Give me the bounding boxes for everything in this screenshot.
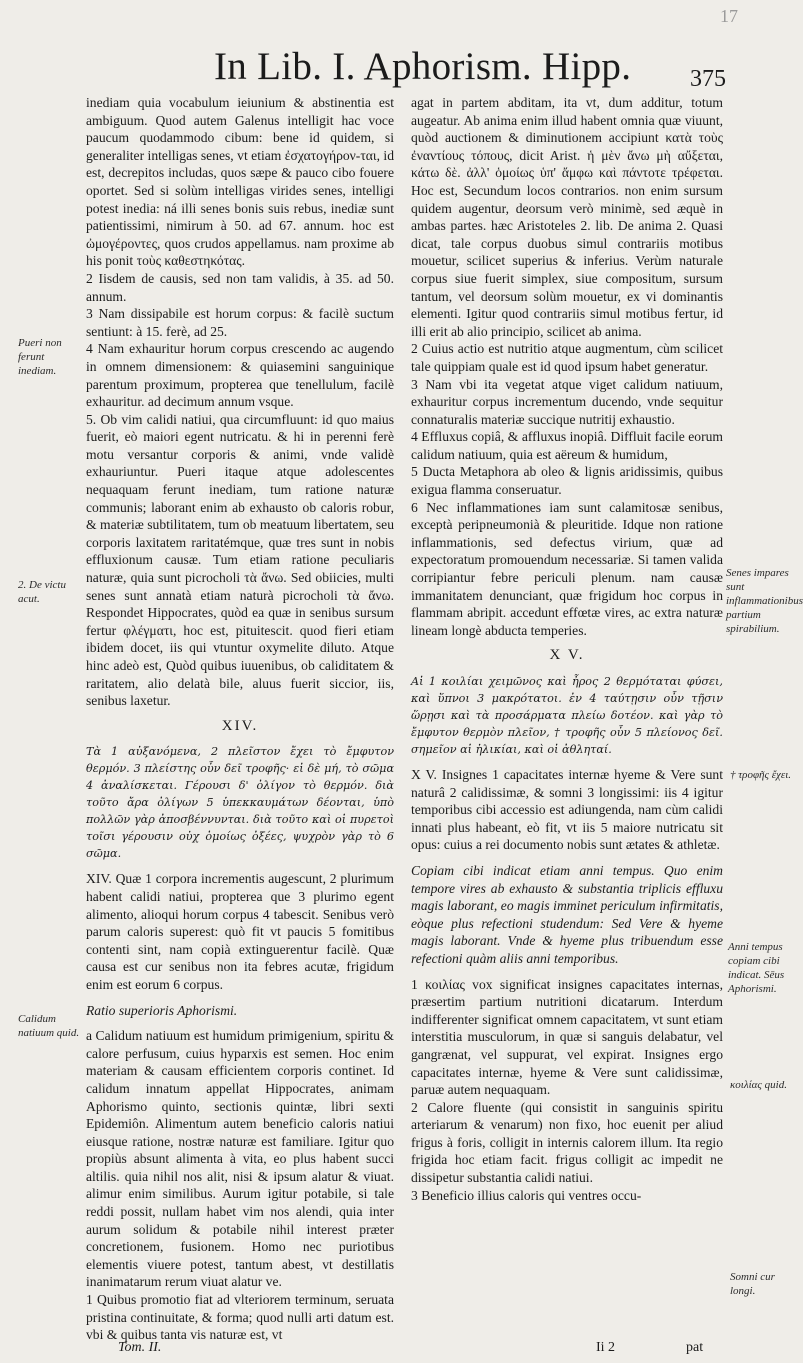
paragraph: 4 Nam exhauritur horum corpus crescendo ac augendo in omnem dimensionem: & quiasemini sanguinique parentum proximum, propterea que tenellulum, facilè exhauritur. ad decimum annum vsque. bbox=[86, 341, 394, 410]
paragraph: inediam quia vocabulum ieiunium & abstinentia est ambiguum. Quod autem Galenus intelligit hac voce paucum quodammodo cibum: bene id quidem, si generaliter intelligas senes, vt etiam ἐσχατογήρον-ται, id est, decrepitos includas, quos sæpe & pauco cibo fouere oportet. Sed si solùm intelligas virides senes, intelligi potest inedia: ná illi senes bonis suis rebus, inediæ sunt patientissimi, nimirum à 50. ad 67. annum. hoc est ὠμογέροντες, quos crudos appellamus. nam proxime ab his ponit τοὺς καθεστηκότας. bbox=[86, 95, 394, 269]
margin-note-greek: † τροφῆς ἔχει. bbox=[730, 769, 792, 781]
aphorism-xiv-latin: XIV. Quæ 1 corpora incrementis augescunt, 2 plurimum habent calidi natiui, propterea que 3 plurimo egent alimento, alioqui horum corpus 4 tabescit. Senibus verò parum caloris superest: quò fit vt paucis 5 fomitibus contenti sint, nam copià extinguerentur facilè. Quæ causa est cur senibus non ita febres acutæ, frigidum enim est eorum 6 corpus. bbox=[86, 871, 394, 992]
paragraph: 3 Beneficio illius caloris qui ventres occu- bbox=[411, 1187, 642, 1203]
paragraph: 1 Quibus promotio fiat ad vlteriorem terminum, seruata pristina continuitate, & forma; quod nulli arti datum est. vbi & quibus tanta vis naturæ est, vt bbox=[86, 1292, 394, 1343]
paragraph: 3 Nam vbi ita vegetat atque viget calidum natiuum, exhauritur corpus incrementum ducendo, vnde sequitur connaturalis materiæ succique nutritij exhaustio. bbox=[411, 376, 723, 427]
left-column bbox=[86, 94, 394, 1343]
margin-note-koilias: κοιλίας quid. bbox=[730, 1079, 787, 1091]
margin-note-senes: Senes impares sunt inflammationibus partium spirabilium. bbox=[726, 567, 803, 635]
greek-aphorism-xv: Αἱ 1 κοιλίαι χειμῶνος καὶ ἦρος 2 θερμόταται φύσει, καὶ ὕπνοι 3 μακρότατοι. ἐν 4 ταύτῃσιν οὖν τῇσιν ὥρῃσι καὶ τὰ προσάρματα πλείω δοτέον. καὶ γὰρ τὸ ἔμφυτον θερμὸν πλεῖον, † τροφῆς οὖν 5 πλείονος δεῖ. σημεῖον αἱ ἡλικίαι, καὶ οἱ ἀθληταί. bbox=[411, 675, 723, 756]
running-head bbox=[0, 44, 800, 94]
volume-label: Tom. II. bbox=[118, 1340, 162, 1355]
paragraph: agat in partem abditam, ita vt, dum additur, totum augeatur. Ab anima enim illud habent omnia quæ viuunt, quòd auctionem & diminutionem accipiunt κατὰ τοὺς ἐναντίους τόπους, dicit Arist. ἡ μὲν ἄνω μὴ αὔξεται, κάτω δὲ. ἀλλ' ὁμοίως ὑπ' ἄμφω καὶ πάντοτε τρέφεται. Hoc est, Secundum locos contrarios. non enim sursum quidem augentur, deorsum verò minimè, sed æquè in ambas partes. hæc Aristoteles 2. lib. De anima 2. Quasi dicat, tale corpus duobus simul contrariis motibus mouetur, scilicet superius & inferius. Verùm naturale corpus siue fuerit simplex, siue compositum, sursum tantum, vel deorsum solùm mouetur, ex vi dominantis elementi. Igitur quod contrariis simul motibus fertur, id illi erit ab alio principio, scilicet ab anima. bbox=[411, 95, 723, 339]
right-column bbox=[411, 94, 723, 1334]
paragraph: 4 Effluxus copiâ, & affluxus inopiâ. Diffluit facile eorum calidum natiuum, quia est aëreum & humidum, bbox=[411, 429, 723, 462]
paragraph: 3 Nam dissipabile est horum corpus: & facilè suctum sentiunt: à 15. ferè, ad 25. bbox=[86, 306, 394, 339]
paragraph: 2 Calore fluente (qui consistit in sanguinis spiritu arteriarum & venarum) non fixo, hoc euenit per aliud frigus à foris, colligit in internis calorem illum. Ita regio frigida hoc etiam facit. frigus colligit ac impedit ne dissipetur substantia calidi natiui. bbox=[411, 1099, 723, 1186]
paragraph: 5 Ducta Metaphora ab oleo & lignis aridissimis, quibus exigua flamma conseruatur. bbox=[411, 464, 723, 498]
ratio-heading: Ratio superioris Aphorismi. bbox=[86, 1002, 238, 1018]
paragraph: 6 Nec inflammationes iam sunt calamitosæ senibus, exceptà peripneumonià & pleuritide. Idque non ratione inflammationis, sed defectus virium, quæ ad expectoratum promouendum necessariæ. Si tamen valida corripiantur febre periculi plenum. nam causæ immanitatem denunciant, quæ frigidum hoc corpus in flammam abripit. accedunt effœtæ vires, ac extra naturæ lineam longè abducta temperies. bbox=[411, 499, 723, 638]
paragraph: a Calidum natiuum est humidum primigenium, spiritu & calore perfusum, cuius hyparxis est semen. Hoc enim materiam & causam efficientem corporis continet. Id calidum innatum appellat Hippocrates, animam Aphorismo quinto, sectionis quintæ, libri sexti Epidemiôn. Alimentum autem beneficio caloris natiui eiusque ratione, nostræ naturæ est familiare. Igitur quo propiùs absunt alimenta à vita, eo plus habent succi altilis. quia nihil nos alit, nisi & ipsum alatur & viuat. alimur enim similibus. Aurum igitur potabile, si tale reddi possit, nullam habet vim nos alendi, quia inter aurum solidum & potabile nihil interest præter concretionem, fusionem. Homo nec puriotibus elementis viuere potest, tantum abest, vt destillatis inanimatarum rerum viuat alatur ve. bbox=[86, 1028, 394, 1290]
margin-note-de-victu: 2. De victu acut. bbox=[18, 579, 66, 605]
paragraph: 5. Ob vim calidi natiui, qua circumfluunt: id quo maius fuerit, eò maiori egent nutricatu. & hi in perenni ferè motu versantur corporis & animi, vnde validè exhauriuntur. Pueri itaque atque adolescentes nequaquam ferunt inediam, tum ratione naturæ communis; laborant enim ab exhausto ob caloris robur, & materiæ subtilitatem, tum ob meatuum libertatem, seu corporis laxitatem raritatémque, quæ tres sunt in nobis effluxionum causæ. Tum etiam ratione peculiaris naturæ, quia sunt picrocholi τὰ ἄνω. Sed obiicies, multi senes sunt annatà etiam naturà picrocholi τὰ ἄνω. Respondet Hippocrates, quòd ea quæ in senibus sursum fertur φλέγματι, hoc est, pituitescit. quod fieri etiam ibidem docet, iis qui vtuntur oxymelite diluto. Atque hinc adeò est, Quòd quibus iuuenibus, ob caliditatem & raritatem, alio delatà bile, aluus fuerit siccior, iis, senibus laxetur. bbox=[86, 411, 394, 709]
paragraph: 1 κοιλίας vox significat insignes capacitates internas, præsertim partium nutritioni dicatarum. Interdum indifferenter significat omnem capacitatem, vt sunt etiam interstitia musculorum, in quæ si sanguis delabatur, vel gangrænat, vel suppurat, vel expirat. Insignes ergo capacitates internæ, hyeme & Vere sunt calidissimæ, paruæ autem nequaquam. bbox=[411, 976, 723, 1098]
catchword: pat bbox=[686, 1340, 704, 1355]
margin-note-calidum: Calidum natiuum quid. bbox=[18, 1013, 80, 1039]
italic-commentary: Copiam cibi indicat etiam anni tempus. Quo enim tempore vires ab exhausto & substantia triplicis effluxu magis laborant, eo magis imminet periculum infirmitatis, eòque plus refectioni studendum: Sed Vere & hyeme magis laborant. Vnde & hyeme plus tribuendum esse refectioni quàm aliis anni temporibus. bbox=[411, 862, 723, 966]
paragraph: 2 Cuius actio est nutritio atque augmentum, cùm scilicet tale quippiam quale est id quod ipsum habet generatur. bbox=[411, 341, 723, 374]
signature-mark: Ii 2 bbox=[596, 1340, 616, 1355]
paragraph: 2 Iisdem de causis, sed non tam validis, à 35. ad 50. annum. bbox=[86, 270, 394, 304]
page-title: In Lib. I. Aphorism. Hipp. bbox=[214, 45, 632, 88]
margin-note-somni: Somni cur longi. bbox=[730, 1271, 775, 1297]
greek-aphorism-xiv: Τὰ 1 αὐξανόμενα, 2 πλεῖστον ἔχει τὸ ἔμφυτον θερμόν. 3 πλείστης οὖν δεῖ τροφῆς· εἰ δὲ μή, τὸ σῶμα 4 ἀναλίσκεται. Γέρουσι δ' ὀλίγον τὸ θερμόν. διὰ τοῦτο ἄρα ὀλίγων 5 ὑπεκκαυμάτων δέονται, ὑπὸ πολλῶν γὰρ ἀποσβέννυνται. διὰ τοῦτο καὶ οἱ πυρετοὶ τοῖσι γέρουσιν οὐχ ὁμοίως ὀξέες, ψυχρὸν γὰρ τὸ 6 σῶμα. bbox=[86, 745, 394, 861]
top-mark: 17 bbox=[720, 6, 738, 26]
margin-note-anni: Anni tempus copiam cibi indicat. Sēus Aphorismi. bbox=[728, 941, 785, 995]
section-heading-xv: X V. bbox=[549, 647, 585, 664]
section-heading-xiv: XIV. bbox=[221, 717, 259, 734]
margin-note-pueri: Pueri non ferunt inediam. bbox=[18, 337, 62, 377]
page-number: 375 bbox=[690, 66, 726, 92]
aphorism-xv-latin: X V. Insignes 1 capacitates internæ hyeme & Vere sunt naturâ 2 calidissimæ, & somni 3 longissimi: iis 4 igitur temporibus cibi accessio est adiungenda, nam cùm calidi innati plus habeant, eò fit, vt iis 5 maiore nutricatu sit opus: cuius a rei documento nobis sunt ætates & athletæ. bbox=[411, 767, 723, 853]
